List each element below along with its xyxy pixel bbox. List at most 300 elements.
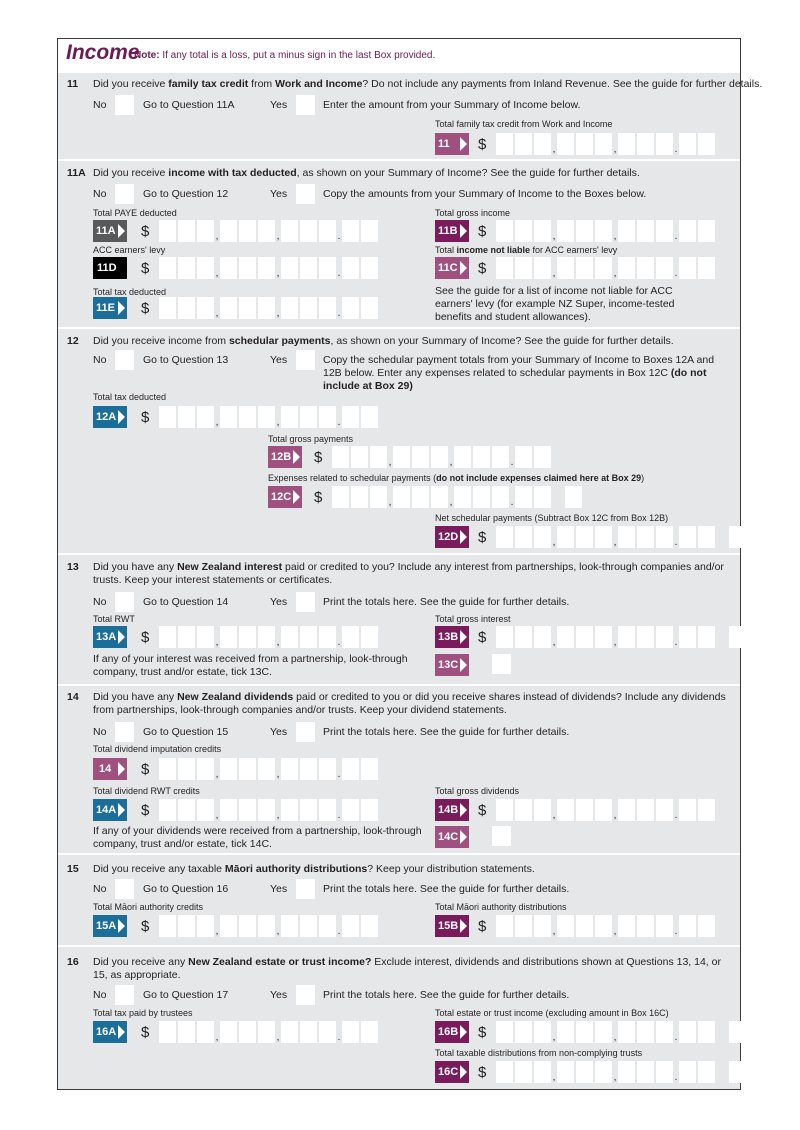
arrow-right-icon: [118, 630, 125, 644]
digit-box[interactable]: [220, 915, 237, 937]
digit-box[interactable]: [197, 1021, 214, 1043]
dollar-sign: $: [141, 1024, 150, 1041]
digit-box[interactable]: [220, 297, 237, 319]
digit-box[interactable]: [300, 1021, 317, 1043]
digit-box[interactable]: [618, 220, 635, 242]
digit-box[interactable]: [332, 486, 349, 508]
digit-box[interactable]: [557, 626, 574, 648]
comma-separator: ,: [552, 144, 556, 155]
digit-box[interactable]: [300, 626, 317, 648]
digit-box[interactable]: [534, 446, 551, 468]
digit-box[interactable]: [342, 257, 359, 279]
digit-box[interactable]: [576, 257, 593, 279]
digit-box[interactable]: [281, 257, 298, 279]
digit-box[interactable]: [319, 257, 336, 279]
digit-box[interactable]: [258, 406, 275, 428]
digit-box[interactable]: [496, 526, 513, 548]
digit-box[interactable]: [637, 1061, 654, 1083]
arrow-right-icon: [460, 1065, 467, 1079]
digit-box[interactable]: [515, 446, 532, 468]
digit-box[interactable]: [239, 758, 256, 780]
digit-box[interactable]: [197, 758, 214, 780]
digit-box[interactable]: [656, 220, 673, 242]
acc-levy-note: See the guide for a list of income not liable for ACC earners' levy (for example NZ Super, income-tested benefits and student allowances).: [435, 285, 675, 323]
no-label: No: [93, 989, 107, 1001]
digit-box[interactable]: [595, 1061, 612, 1083]
decimal-point: .: [337, 417, 341, 428]
digit-box[interactable]: [220, 257, 237, 279]
dollar-sign: $: [141, 409, 150, 426]
q15-no-checkbox[interactable]: [115, 879, 134, 899]
arrow-right-icon: [118, 1025, 125, 1039]
digit-box[interactable]: [534, 626, 551, 648]
dollar-sign: $: [478, 1024, 487, 1041]
box-11a-amount: [141, 220, 380, 242]
digit-box[interactable]: [698, 1021, 715, 1043]
digit-box[interactable]: [361, 626, 378, 648]
digit-box[interactable]: [258, 799, 275, 821]
digit-box[interactable]: [342, 220, 359, 242]
dollar-sign: $: [141, 761, 150, 778]
box-14a-amount: [141, 799, 380, 821]
digit-box[interactable]: [300, 220, 317, 242]
digit-box[interactable]: [178, 297, 195, 319]
box-14b-label: Total gross dividends: [435, 786, 520, 796]
digit-box[interactable]: [595, 257, 612, 279]
digit-box[interactable]: [159, 915, 176, 937]
digit-box[interactable]: [197, 626, 214, 648]
sign-box[interactable]: [729, 626, 746, 648]
digit-box[interactable]: [656, 1021, 673, 1043]
digit-box[interactable]: [300, 257, 317, 279]
digit-box[interactable]: [576, 220, 593, 242]
digit-box[interactable]: [239, 799, 256, 821]
digit-box[interactable]: [281, 297, 298, 319]
digit-box[interactable]: [492, 486, 509, 508]
digit-box[interactable]: [576, 1061, 593, 1083]
digit-box[interactable]: [351, 486, 368, 508]
q12-yes-checkbox[interactable]: [296, 350, 315, 370]
digit-box[interactable]: [300, 758, 317, 780]
digit-box[interactable]: [637, 1021, 654, 1043]
digit-box[interactable]: [220, 758, 237, 780]
digit-box[interactable]: [618, 133, 635, 155]
digit-box[interactable]: [618, 526, 635, 548]
arrow-right-icon: [460, 630, 467, 644]
digit-box[interactable]: [515, 799, 532, 821]
digit-box[interactable]: [515, 526, 532, 548]
digit-box[interactable]: [496, 257, 513, 279]
digit-box[interactable]: [159, 1021, 176, 1043]
arrow-right-icon: [118, 919, 125, 933]
digit-box[interactable]: [515, 1061, 532, 1083]
arrow-right-icon: [460, 830, 467, 844]
digit-box[interactable]: [698, 915, 715, 937]
digit-box[interactable]: [557, 1061, 574, 1083]
digit-box[interactable]: [515, 915, 532, 937]
digit-box[interactable]: [431, 446, 448, 468]
comma-separator: ,: [215, 268, 219, 279]
digit-box[interactable]: [239, 406, 256, 428]
digit-box[interactable]: [220, 1021, 237, 1043]
digit-box[interactable]: [258, 626, 275, 648]
digit-box[interactable]: [319, 220, 336, 242]
digit-box[interactable]: [534, 1021, 551, 1043]
digit-box[interactable]: [534, 220, 551, 242]
digit-box[interactable]: [637, 133, 654, 155]
digit-box[interactable]: [595, 799, 612, 821]
dollar-sign: $: [141, 300, 150, 317]
q12-no-checkbox[interactable]: [115, 350, 134, 370]
digit-box[interactable]: [370, 486, 387, 508]
digit-box[interactable]: [281, 626, 298, 648]
digit-box[interactable]: [637, 257, 654, 279]
question-12: [58, 327, 740, 553]
digit-box[interactable]: [618, 799, 635, 821]
digit-box[interactable]: [159, 799, 176, 821]
digit-box[interactable]: [370, 446, 387, 468]
q13-yes-checkbox[interactable]: [296, 592, 315, 612]
digit-box[interactable]: [473, 446, 490, 468]
digit-box[interactable]: [534, 486, 551, 508]
digit-box[interactable]: [178, 406, 195, 428]
q16-yes-checkbox[interactable]: [296, 985, 315, 1005]
digit-box[interactable]: [197, 799, 214, 821]
question-14: [58, 684, 740, 853]
q11a-yes-checkbox[interactable]: [296, 184, 315, 204]
digit-box[interactable]: [595, 626, 612, 648]
digit-box[interactable]: [258, 297, 275, 319]
digit-box[interactable]: [220, 626, 237, 648]
digit-box[interactable]: [557, 257, 574, 279]
digit-box[interactable]: [239, 1021, 256, 1043]
digit-box[interactable]: [281, 406, 298, 428]
digit-box[interactable]: [595, 133, 612, 155]
digit-box[interactable]: [515, 1021, 532, 1043]
arrow-right-icon: [460, 919, 467, 933]
digit-box[interactable]: [618, 257, 635, 279]
digit-box[interactable]: [361, 799, 378, 821]
digit-box[interactable]: [496, 915, 513, 937]
arrow-right-icon: [460, 530, 467, 544]
q11-no-checkbox[interactable]: [115, 95, 134, 115]
digit-box[interactable]: [454, 446, 471, 468]
no-goto-text: Go to Question 16: [143, 883, 229, 895]
digit-box[interactable]: [557, 799, 574, 821]
digit-box[interactable]: [637, 526, 654, 548]
box-12b-badge: 12B: [268, 446, 302, 468]
digit-box[interactable]: [281, 758, 298, 780]
q13-no-checkbox[interactable]: [115, 592, 134, 612]
box-12a-amount: [141, 406, 380, 428]
digit-box[interactable]: [656, 257, 673, 279]
digit-box[interactable]: [515, 220, 532, 242]
digit-box[interactable]: [281, 220, 298, 242]
dollar-sign: $: [141, 802, 150, 819]
box-15a-amount: [141, 915, 380, 937]
digit-box[interactable]: [319, 297, 336, 319]
digit-box[interactable]: [576, 915, 593, 937]
digit-box[interactable]: [159, 257, 176, 279]
box-13c-checkbox[interactable]: [492, 654, 511, 674]
digit-box[interactable]: [342, 799, 359, 821]
digit-box[interactable]: [534, 799, 551, 821]
digit-box[interactable]: [637, 626, 654, 648]
digit-box[interactable]: [159, 220, 176, 242]
q16-no-checkbox[interactable]: [115, 985, 134, 1005]
comma-separator: ,: [215, 810, 219, 821]
no-goto-text: Go to Question 14: [143, 596, 229, 608]
digit-box[interactable]: [178, 1021, 195, 1043]
digit-box[interactable]: [557, 1021, 574, 1043]
digit-box[interactable]: [342, 758, 359, 780]
digit-box[interactable]: [576, 133, 593, 155]
box-12b-label: Total gross payments: [268, 434, 354, 444]
digit-box[interactable]: [258, 1021, 275, 1043]
no-label: No: [93, 883, 107, 895]
digit-box[interactable]: [698, 133, 715, 155]
digit-box[interactable]: [319, 406, 336, 428]
digit-box[interactable]: [197, 297, 214, 319]
digit-box[interactable]: [197, 220, 214, 242]
digit-box[interactable]: [496, 1061, 513, 1083]
digit-box[interactable]: [679, 626, 696, 648]
digit-box[interactable]: [197, 257, 214, 279]
digit-box[interactable]: [534, 257, 551, 279]
digit-box[interactable]: [534, 915, 551, 937]
digit-box[interactable]: [515, 257, 532, 279]
box-14c-checkbox[interactable]: [492, 826, 511, 846]
digit-box[interactable]: [656, 133, 673, 155]
dollar-sign: $: [314, 449, 323, 466]
digit-box[interactable]: [496, 133, 513, 155]
digit-box[interactable]: [698, 257, 715, 279]
digit-box[interactable]: [319, 626, 336, 648]
comma-separator: ,: [613, 810, 617, 821]
digit-box[interactable]: [618, 1021, 635, 1043]
digit-box[interactable]: [637, 915, 654, 937]
digit-box[interactable]: [679, 257, 696, 279]
digit-box[interactable]: [342, 1021, 359, 1043]
comma-separator: ,: [449, 497, 453, 508]
digit-box[interactable]: [319, 758, 336, 780]
digit-box[interactable]: [576, 1021, 593, 1043]
dollar-sign: $: [141, 223, 150, 240]
sign-box[interactable]: [729, 1021, 746, 1043]
digit-box[interactable]: [258, 220, 275, 242]
digit-box[interactable]: [258, 915, 275, 937]
digit-box[interactable]: [679, 799, 696, 821]
digit-box[interactable]: [618, 915, 635, 937]
digit-box[interactable]: [496, 1021, 513, 1043]
digit-box[interactable]: [239, 257, 256, 279]
digit-box[interactable]: [342, 297, 359, 319]
box-11c-amount: [478, 257, 717, 279]
dollar-sign: $: [141, 629, 150, 646]
digit-box[interactable]: [332, 446, 349, 468]
digit-box[interactable]: [239, 915, 256, 937]
digit-box[interactable]: [557, 915, 574, 937]
digit-box[interactable]: [679, 133, 696, 155]
digit-box[interactable]: [178, 257, 195, 279]
digit-box[interactable]: [281, 915, 298, 937]
digit-box[interactable]: [656, 915, 673, 937]
digit-box[interactable]: [393, 486, 410, 508]
digit-box[interactable]: [197, 406, 214, 428]
digit-box[interactable]: [576, 526, 593, 548]
digit-box[interactable]: [595, 526, 612, 548]
digit-box[interactable]: [220, 406, 237, 428]
yes-instruction: Print the totals here. See the guide for further details.: [323, 883, 570, 895]
digit-box[interactable]: [239, 626, 256, 648]
digit-box[interactable]: [361, 915, 378, 937]
comma-separator: ,: [276, 417, 280, 428]
dollar-sign: $: [478, 918, 487, 935]
digit-box[interactable]: [220, 220, 237, 242]
digit-box[interactable]: [412, 486, 429, 508]
digit-box[interactable]: [361, 406, 378, 428]
digit-box[interactable]: [300, 406, 317, 428]
digit-box[interactable]: [239, 220, 256, 242]
q11a-no-checkbox[interactable]: [115, 184, 134, 204]
digit-box[interactable]: [595, 220, 612, 242]
digit-box[interactable]: [698, 220, 715, 242]
digit-box[interactable]: [637, 220, 654, 242]
digit-box[interactable]: [492, 446, 509, 468]
digit-box[interactable]: [361, 758, 378, 780]
digit-box[interactable]: [595, 1021, 612, 1043]
q14-no-checkbox[interactable]: [115, 722, 134, 742]
digit-box[interactable]: [361, 1021, 378, 1043]
digit-box[interactable]: [319, 915, 336, 937]
sign-box[interactable]: [729, 526, 746, 548]
q11-yes-checkbox[interactable]: [296, 95, 315, 115]
digit-box[interactable]: [656, 799, 673, 821]
digit-box[interactable]: [557, 526, 574, 548]
digit-box[interactable]: [361, 297, 378, 319]
digit-box[interactable]: [178, 915, 195, 937]
digit-box[interactable]: [220, 799, 237, 821]
digit-box[interactable]: [656, 526, 673, 548]
digit-box[interactable]: [258, 758, 275, 780]
q15-yes-checkbox[interactable]: [296, 879, 315, 899]
box-12d-label: Net schedular payments (Subtract Box 12C from Box 12B): [435, 513, 669, 523]
digit-box[interactable]: [515, 133, 532, 155]
box-12c-label: Expenses related to schedular payments (do not include expenses claimed here at Box 29): [268, 473, 645, 483]
digit-box[interactable]: [454, 486, 471, 508]
digit-box[interactable]: [698, 626, 715, 648]
digit-box[interactable]: [679, 220, 696, 242]
digit-box[interactable]: [159, 297, 176, 319]
digit-box[interactable]: [557, 220, 574, 242]
box-12b-amount: [314, 446, 553, 468]
digit-box[interactable]: [656, 1061, 673, 1083]
digit-box[interactable]: [361, 220, 378, 242]
decimal-point: .: [674, 144, 678, 155]
digit-box[interactable]: [679, 1061, 696, 1083]
digit-box[interactable]: [576, 626, 593, 648]
digit-box[interactable]: [178, 220, 195, 242]
digit-box[interactable]: [557, 133, 574, 155]
digit-box[interactable]: [496, 220, 513, 242]
digit-box[interactable]: [618, 626, 635, 648]
digit-box[interactable]: [239, 297, 256, 319]
digit-box[interactable]: [618, 1061, 635, 1083]
digit-box[interactable]: [534, 133, 551, 155]
digit-box[interactable]: [159, 626, 176, 648]
digit-box[interactable]: [576, 799, 593, 821]
digit-box[interactable]: [679, 526, 696, 548]
yes-instruction: Copy the amounts from your Summary of Income to the Boxes below.: [323, 188, 647, 200]
digit-box[interactable]: [281, 1021, 298, 1043]
digit-box[interactable]: [319, 1021, 336, 1043]
digit-box[interactable]: [515, 626, 532, 648]
digit-box[interactable]: [656, 626, 673, 648]
digit-box[interactable]: [698, 1061, 715, 1083]
comma-separator: ,: [613, 268, 617, 279]
digit-box[interactable]: [698, 526, 715, 548]
digit-box[interactable]: [361, 257, 378, 279]
question-number: 11A: [67, 167, 86, 179]
digit-box[interactable]: [496, 799, 513, 821]
digit-box[interactable]: [319, 799, 336, 821]
decimal-point: .: [337, 637, 341, 648]
digit-box[interactable]: [342, 406, 359, 428]
digit-box[interactable]: [178, 799, 195, 821]
digit-box[interactable]: [698, 799, 715, 821]
yes-label: Yes: [270, 883, 288, 895]
digit-box[interactable]: [178, 758, 195, 780]
digit-box[interactable]: [496, 626, 513, 648]
digit-box[interactable]: [281, 799, 298, 821]
box-13c-badge: 13C: [435, 654, 469, 676]
digit-box[interactable]: [534, 1061, 551, 1083]
yes-label: Yes: [270, 188, 288, 200]
no-goto-text: Go to Question 12: [143, 188, 229, 200]
digit-box[interactable]: [515, 486, 532, 508]
sign-box[interactable]: [729, 1061, 746, 1083]
digit-box[interactable]: [300, 799, 317, 821]
digit-box[interactable]: [178, 626, 195, 648]
digit-box[interactable]: [393, 446, 410, 468]
digit-box[interactable]: [534, 526, 551, 548]
digit-box[interactable]: [300, 915, 317, 937]
digit-box[interactable]: [342, 626, 359, 648]
digit-box[interactable]: [258, 257, 275, 279]
dollar-sign: $: [478, 629, 487, 646]
digit-box[interactable]: [679, 915, 696, 937]
digit-box[interactable]: [300, 297, 317, 319]
digit-box[interactable]: [595, 915, 612, 937]
question-text: Did you receive any New Zealand estate or trust income? Exclude interest, dividends and distributions shown at Questions 13, 14, or 15, as appropriate.: [93, 956, 721, 981]
digit-box[interactable]: [159, 406, 176, 428]
digit-box[interactable]: [159, 758, 176, 780]
arrow-right-icon: [460, 803, 467, 817]
digit-box[interactable]: [197, 915, 214, 937]
box-16c-amount: [478, 1061, 748, 1083]
box-12d-amount: [478, 526, 748, 548]
digit-box[interactable]: [637, 799, 654, 821]
sign-box[interactable]: [565, 486, 582, 508]
digit-box[interactable]: [431, 486, 448, 508]
digit-box[interactable]: [342, 915, 359, 937]
digit-box[interactable]: [412, 446, 429, 468]
digit-box[interactable]: [473, 486, 490, 508]
digit-box[interactable]: [351, 446, 368, 468]
q14-yes-checkbox[interactable]: [296, 722, 315, 742]
yes-instruction: Print the totals here. See the guide for further details.: [323, 596, 570, 608]
digit-box[interactable]: [679, 1021, 696, 1043]
